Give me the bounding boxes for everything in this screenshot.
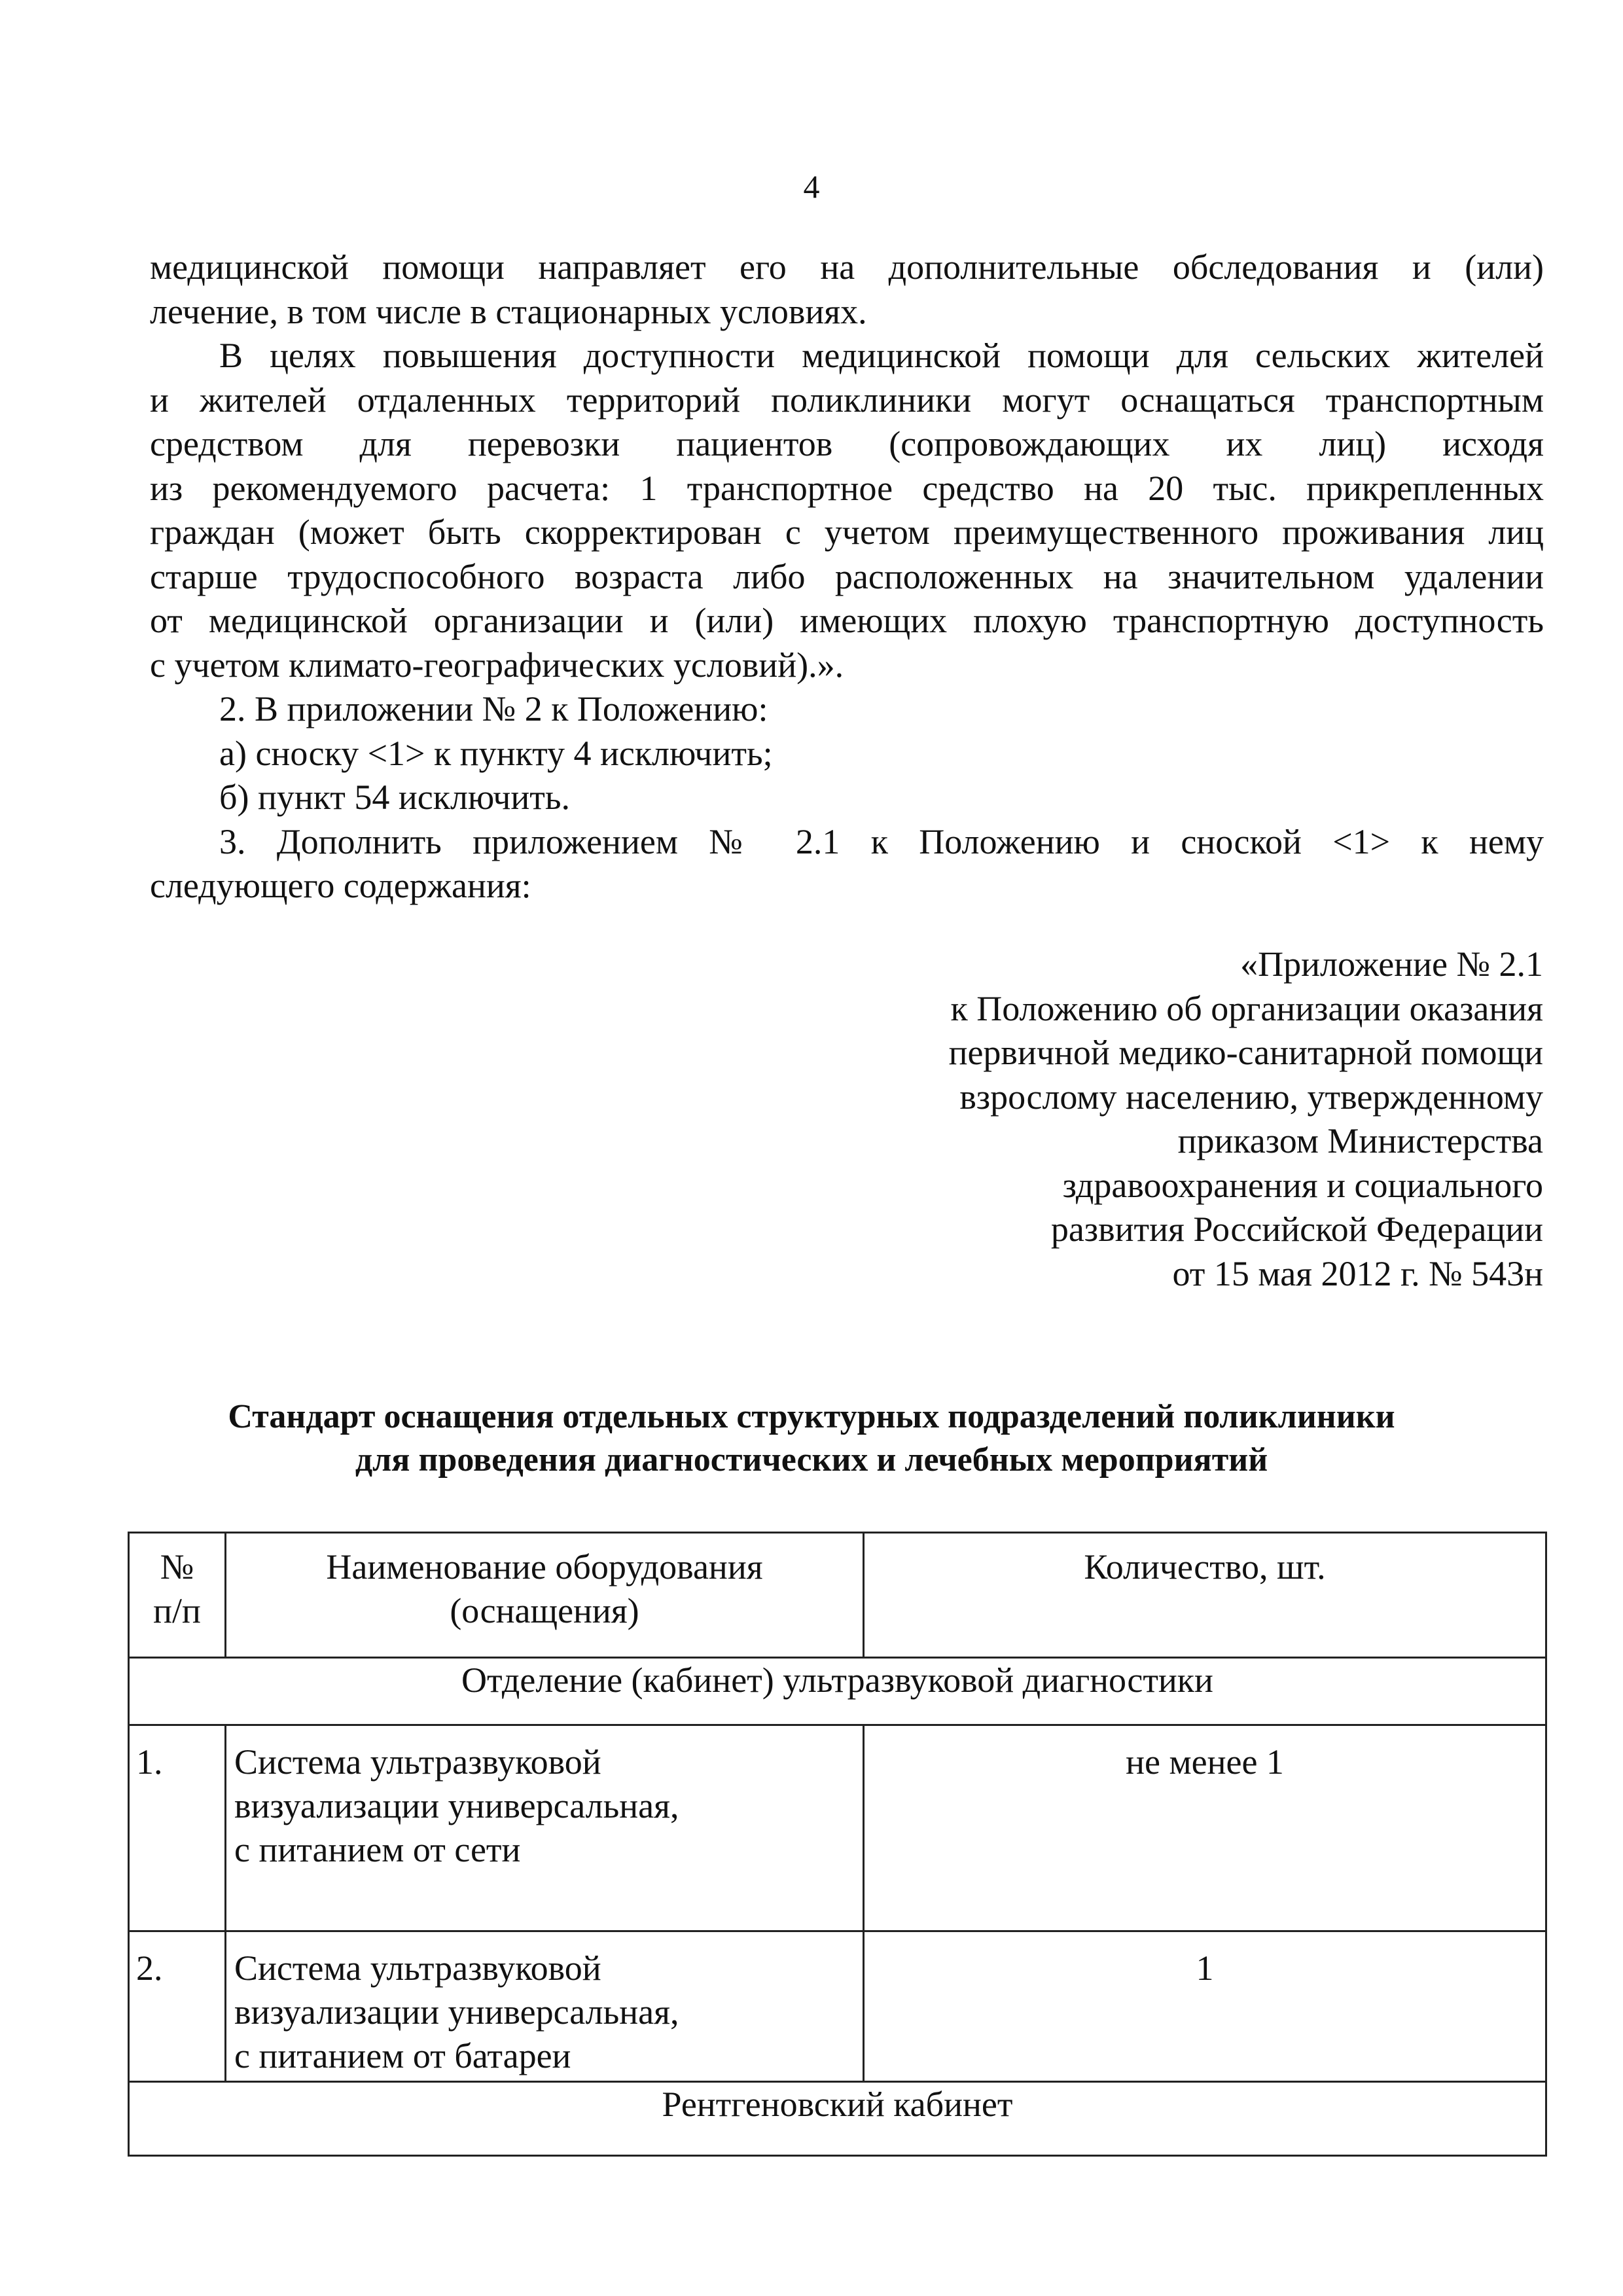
paragraph-transport-line xyxy=(150,378,1544,423)
annex-line: развития Российской Федерации xyxy=(1050,1210,1543,1249)
text-line: и жителей отдаленных территорий поликлиники могут оснащаться транспортным xyxy=(150,380,1544,420)
text-line: медицинской помощи направляет его на дополнительные обследования и (или) xyxy=(150,247,1544,287)
annex-line: первичной медико-санитарной помощи xyxy=(948,1033,1543,1072)
text-line: граждан (может быть скорректирован с учетом преимущественного проживания лиц xyxy=(150,512,1544,552)
paragraph-item-3-end xyxy=(150,864,1544,908)
header-num-line: п/п xyxy=(153,1591,201,1630)
row-num: 2. xyxy=(129,1931,226,2082)
section-ultrasound: Отделение (кабинет) ультразвуковой диагностики xyxy=(129,1658,1546,1725)
text-line: 3. Дополнить приложением № 2.1 к Положению и сноской <1> к нему xyxy=(219,821,1544,861)
annex-line: «Приложение № 2.1 xyxy=(1240,944,1543,984)
text-line: с учетом климато-географических условий).». xyxy=(150,645,844,685)
row-name-line: визуализации универсальная, xyxy=(234,1992,679,2032)
annex-line: взрослому населению, утвержденному xyxy=(959,1077,1543,1117)
paragraph-transport xyxy=(150,334,1544,378)
table-row xyxy=(129,1725,1546,1931)
document-title xyxy=(0,1395,1623,1482)
text-line: б) пункт 54 исключить. xyxy=(219,778,570,817)
paragraph-item-3 xyxy=(150,820,1544,865)
header-qty-label: Количество, шт. xyxy=(1084,1547,1326,1587)
header-name-line: Наименование оборудования xyxy=(326,1547,763,1587)
section-xray: Рентгеновский кабинет xyxy=(129,2082,1546,2156)
paragraph-transport-line xyxy=(150,511,1544,555)
row-num: 1. xyxy=(129,1725,226,1931)
body-text xyxy=(150,245,1544,908)
text-line: от медицинской организации и (или) имеющих плохую транспортную доступность xyxy=(150,601,1544,640)
paragraph-transport-end xyxy=(150,643,1544,688)
row-name-line: с питанием от сети xyxy=(234,1830,521,1869)
row-qty: не менее 1 xyxy=(864,1725,1546,1931)
text-line: из рекомендуемого расчета: 1 транспортное средство на 20 тыс. прикрепленных xyxy=(150,468,1544,508)
equipment-table xyxy=(128,1532,1547,2157)
header-name-line: (оснащения) xyxy=(450,1591,639,1630)
text-line: лечение, в том числе в стационарных условиях. xyxy=(150,291,867,331)
row-name xyxy=(226,1725,864,1931)
annex-line: к Положению об организации оказания xyxy=(950,988,1543,1028)
paragraph-item-2b xyxy=(150,776,1544,820)
paragraph-item-2 xyxy=(150,687,1544,732)
title-line: Стандарт оснащения отдельных структурных подразделений поликлиники xyxy=(228,1398,1395,1435)
header-qty xyxy=(864,1533,1546,1658)
row-name-line: с питанием от батареи xyxy=(234,2036,571,2075)
row-name xyxy=(226,1931,864,2082)
paragraph-transport-line xyxy=(150,467,1544,511)
paragraph-continuation xyxy=(150,245,1544,290)
table-header-row xyxy=(129,1533,1546,1658)
table-section-row xyxy=(129,2082,1546,2156)
header-num xyxy=(129,1533,226,1658)
row-qty: 1 xyxy=(864,1931,1546,2082)
annex-header xyxy=(758,942,1543,1296)
text-line: старше трудоспособного возраста либо расположенных на значительном удалении xyxy=(150,556,1544,596)
header-num-line: № xyxy=(160,1547,194,1587)
header-name xyxy=(226,1533,864,1658)
text-line: а) сноску <1> к пункту 4 исключить; xyxy=(219,733,773,773)
annex-line: от 15 мая 2012 г. № 543н xyxy=(1172,1253,1543,1293)
row-name-line: Система ультразвуковой xyxy=(234,1742,601,1782)
paragraph-item-2a xyxy=(150,732,1544,776)
annex-line: здравоохранения и социального xyxy=(1062,1165,1543,1205)
paragraph-transport-line xyxy=(150,422,1544,467)
row-name-line: визуализации универсальная, xyxy=(234,1786,679,1825)
paragraph-transport-line xyxy=(150,599,1544,643)
text-line: 2. В приложении № 2 к Положению: xyxy=(219,689,768,728)
text-line: средством для перевозки пациентов (сопровождающих их лиц) исходя xyxy=(150,424,1544,463)
annex-line: приказом Министерства xyxy=(1177,1121,1543,1160)
text-line: В целях повышения доступности медицинской помощи для сельских жителей xyxy=(219,336,1544,375)
title-line: для проведения диагностических и лечебных мероприятий xyxy=(355,1441,1268,1479)
row-name-line: Система ультразвуковой xyxy=(234,1948,601,1988)
page-number: 4 xyxy=(803,168,820,205)
paragraph-continuation-end xyxy=(150,290,1544,334)
paragraph-transport-line xyxy=(150,555,1544,600)
text-line: следующего содержания: xyxy=(150,866,531,905)
table-row xyxy=(129,1931,1546,2082)
table-section-row xyxy=(129,1658,1546,1725)
